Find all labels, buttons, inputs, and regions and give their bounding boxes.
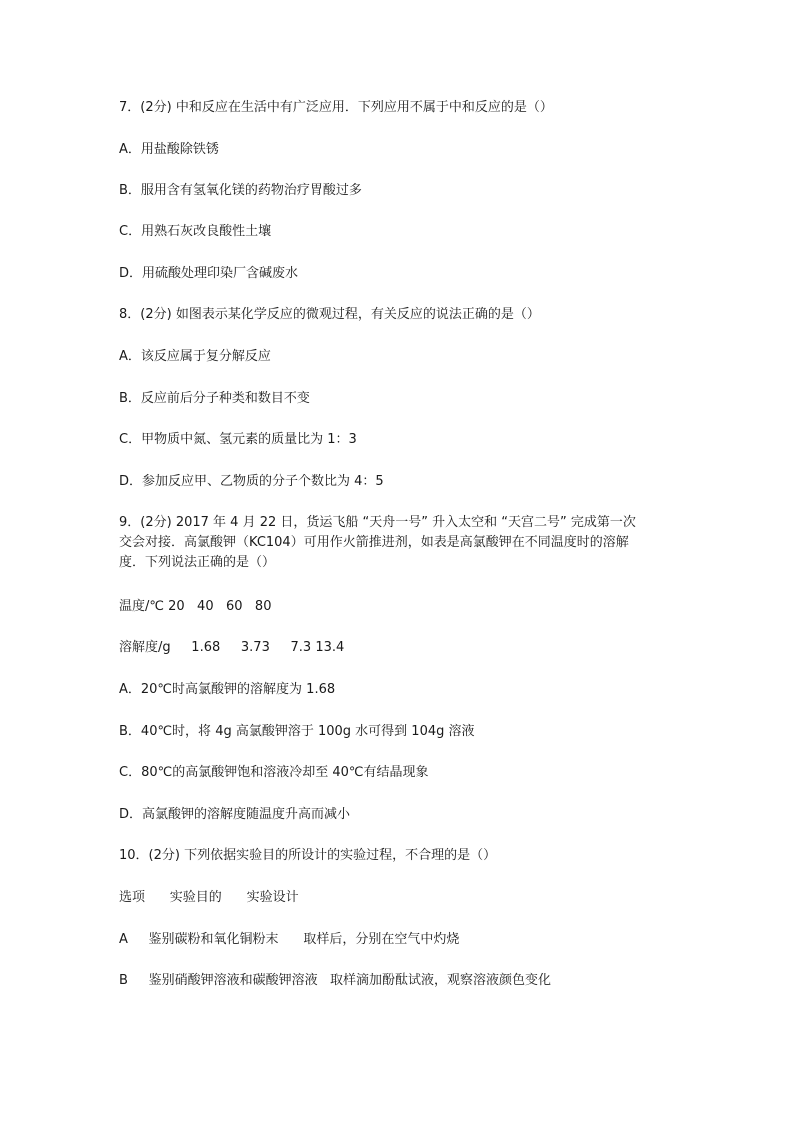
question-9-option-a: A．20℃时高氯酸钾的溶解度为 1.68 (119, 682, 336, 697)
question-9-stem (119, 513, 679, 573)
question-9-stem-line-2: 交会对接．高氯酸钾（KC104）可用作火箭推进剂，如表是高氯酸钾在不同温度时的溶解 (119, 535, 629, 550)
question-9-stem-line-3: 度．下列说法正确的是（） (119, 555, 276, 570)
question-7-option-d: D．用硫酸处理印染厂含碱废水 (119, 266, 299, 281)
question-10-stem: 10．(2分) 下列依据实验目的所设计的实验过程，不合理的是（） (119, 848, 497, 863)
question-9-option-b: B．40℃时，将 4g 高氯酸钾溶于 100g 水可得到 104g 溶液 (119, 724, 475, 739)
question-7-option-c: C．用熟石灰改良酸性土壤 (119, 224, 272, 239)
question-9-table-solubility-row: 溶解度/g 1.68 3.73 7.3 13.4 (119, 640, 345, 655)
question-9-option-d: D．高氯酸钾的溶解度随温度升高而减小 (119, 807, 351, 822)
question-8-option-d: D．参加反应甲、乙物质的分子个数比为 4：5 (119, 474, 384, 489)
question-8-stem: 8．(2分) 如图表示某化学反应的微观过程，有关反应的说法正确的是（） (119, 307, 540, 322)
question-7-option-a: A．用盐酸除铁锈 (119, 142, 219, 157)
question-9-option-c: C．80℃的高氯酸钾饱和溶液冷却至 40℃有结晶现象 (119, 765, 429, 780)
question-10-table-row-b: B 鉴别硝酸钾溶液和碳酸钾溶液 取样滴加酚酞试液，观察溶液颜色变化 (119, 973, 551, 988)
question-10-table-row-a: A 鉴别碳粉和氧化铜粉末 取样后，分别在空气中灼烧 (119, 932, 460, 947)
question-9-stem-line-1: 9．(2分) 2017 年 4 月 22 日，货运飞船 “天舟一号” 升入太空和 “天宫二号” 完成第一次 (119, 515, 636, 530)
question-7-option-b: B．服用含有氢氧化镁的药物治疗胃酸过多 (119, 183, 362, 198)
question-8-option-c: C．甲物质中氮、氢元素的质量比为 1：3 (119, 432, 357, 447)
question-8-option-a: A．该反应属于复分解反应 (119, 349, 271, 364)
question-7-stem: 7．(2分) 中和反应在生活中有广泛应用．下列应用不属于中和反应的是（） (119, 100, 553, 115)
question-9-table-temperature-row: 温度/℃ 20 40 60 80 (119, 599, 272, 614)
question-8-option-b: B．反应前后分子种类和数目不变 (119, 391, 310, 406)
question-10-table-header: 选项 实验目的 实验设计 (119, 890, 299, 905)
